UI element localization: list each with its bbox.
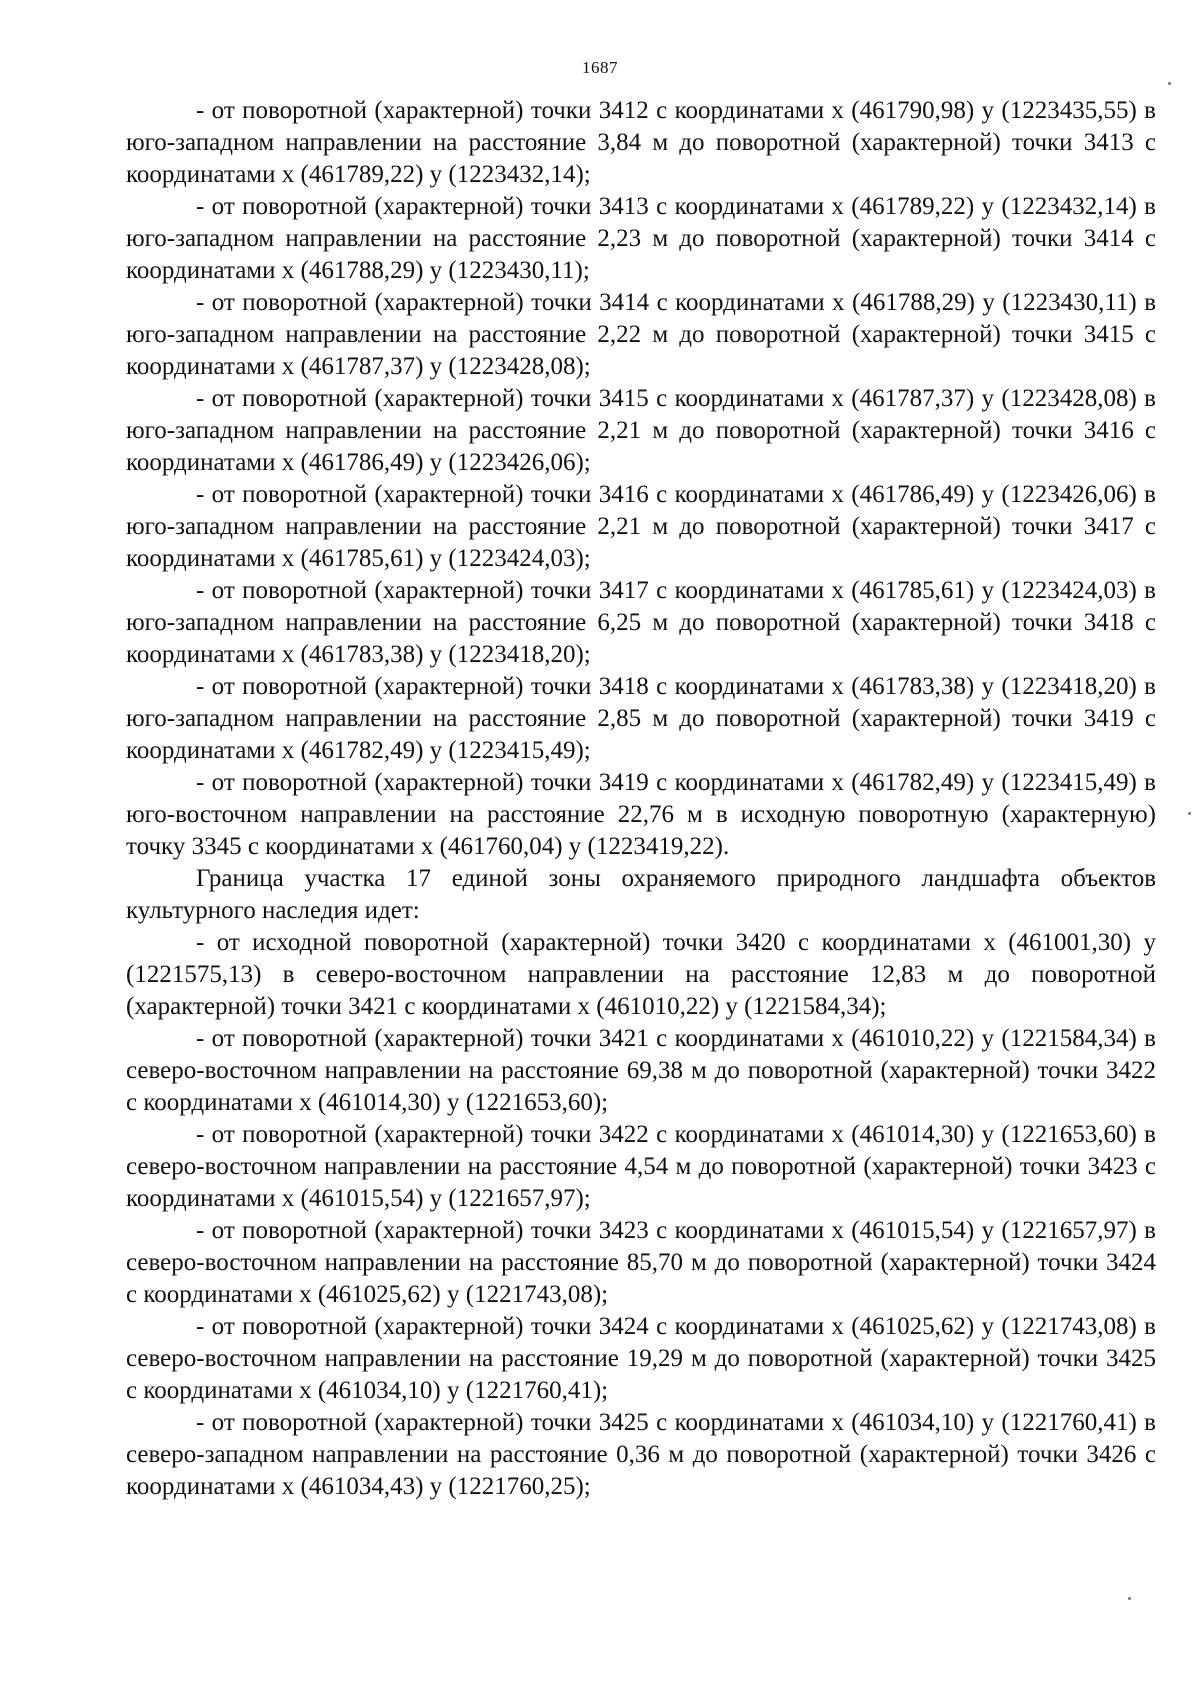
boundary-paragraph: - от поворотной (характерной) точки 3419 с координатами x (461782,49) у (1223415,49) в юго-восточном направлении на расстояние 22,76 м в исходную поворотную (характерную) точку 3345 с координатами x (461760,04) у (1223419,22). [126,769,1156,860]
boundary-paragraph: - от поворотной (характерной) точки 3423 с координатами x (461015,54) у (1221657,97) в северо-восточном направлении на расстояние 85,70 м до поворотной (характерной) точки 3424 с координатами x (461025,62) у (1221743,08); [126,1217,1156,1308]
boundary-paragraph: - от исходной поворотной (характерной) точки 3420 с координатами x (461001,30) у (1221575,13) в северо-восточном направлении на расстояние 12,83 м до поворотной (характерной) точки 3421 с координатами x (461010,22) у (1221584,34); [126,929,1156,1020]
boundary-paragraph: - от поворотной (характерной) точки 3416 с координатами x (461786,49) у (1223426,06) в юго-западном направлении на расстояние 2,21 м до поворотной (характерной) точки 3417 с координатами x (461785,61) у (1223424,03); [126,481,1156,572]
scan-speck [1128,1597,1131,1600]
boundary-paragraph: - от поворотной (характерной) точки 3418 с координатами x (461783,38) у (1223418,20) в юго-западном направлении на расстояние 2,85 м до поворотной (характерной) точки 3419 с координатами x (461782,49) у (1223415,49); [126,673,1156,764]
boundary-paragraph: - от поворотной (характерной) точки 3417 с координатами x (461785,61) у (1223424,03) в юго-западном направлении на расстояние 6,25 м до поворотной (характерной) точки 3418 с координатами x (461783,38) у (1223418,20); [126,577,1156,668]
scan-speck [1188,812,1191,815]
boundary-paragraph: - от поворотной (характерной) точки 3412 с координатами x (461790,98) у (1223435,55) в юго-западном направлении на расстояние 3,84 м до поворотной (характерной) точки 3413 с координатами x (461789,22) у (1223432,14); [126,97,1156,188]
boundary-paragraph: - от поворотной (характерной) точки 3413 с координатами x (461789,22) у (1223432,14) в юго-западном направлении на расстояние 2,23 м до поворотной (характерной) точки 3414 с координатами x (461788,29) у (1223430,11); [126,193,1156,284]
section-heading-paragraph: Граница участка 17 единой зоны охраняемого природного ландшафта объектов культурного наследия идет: [126,865,1156,924]
boundary-paragraph: - от поворотной (характерной) точки 3422 с координатами x (461014,30) у (1221653,60) в северо-восточном направлении на расстояние 4,54 м до поворотной (характерной) точки 3423 с координатами x (461015,54) у (1221657,97); [126,1121,1156,1212]
boundary-paragraph: - от поворотной (характерной) точки 3425 с координатами x (461034,10) у (1221760,41) в северо-западном направлении на расстояние 0,36 м до поворотной (характерной) точки 3426 с координатами x (461034,43) у (1221760,25); [126,1409,1156,1500]
page-number: 1687 [582,58,618,77]
document-body [126,95,1156,1503]
boundary-paragraph: - от поворотной (характерной) точки 3424 с координатами x (461025,62) у (1221743,08) в северо-восточном направлении на расстояние 19,29 м до поворотной (характерной) точки 3425 с координатами x (461034,10) у (1221760,41); [126,1313,1156,1404]
boundary-paragraph: - от поворотной (характерной) точки 3414 с координатами x (461788,29) у (1223430,11) в юго-западном направлении на расстояние 2,22 м до поворотной (характерной) точки 3415 с координатами x (461787,37) у (1223428,08); [126,289,1156,380]
scan-speck [1168,82,1171,85]
boundary-paragraph: - от поворотной (характерной) точки 3421 с координатами x (461010,22) у (1221584,34) в северо-восточном направлении на расстояние 69,38 м до поворотной (характерной) точки 3422 с координатами x (461014,30) у (1221653,60); [126,1025,1156,1116]
boundary-paragraph: - от поворотной (характерной) точки 3415 с координатами x (461787,37) у (1223428,08) в юго-западном направлении на расстояние 2,21 м до поворотной (характерной) точки 3416 с координатами x (461786,49) у (1223426,06); [126,385,1156,476]
